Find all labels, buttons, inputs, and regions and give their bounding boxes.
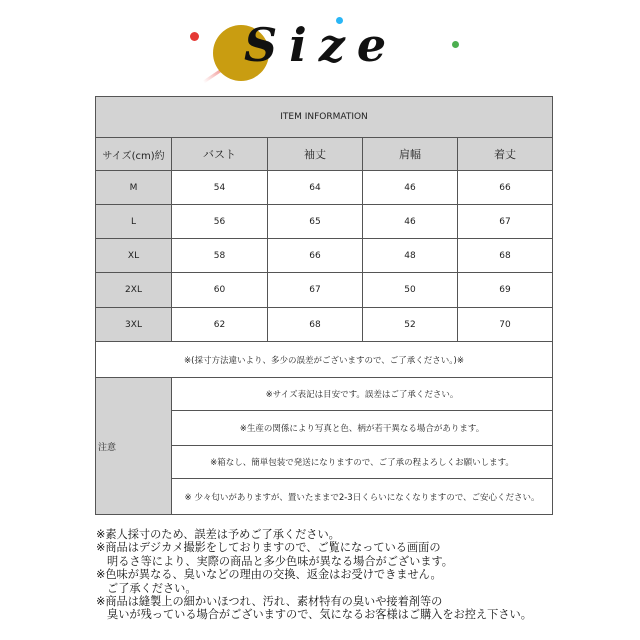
- measurement-note: ※(採寸方法違いより、多少の誤差がございますので、ご了承ください。)※: [96, 342, 553, 378]
- note-line: ※商品はデジカメ撮影をしておりますので、ご覧になっている画面の: [96, 541, 441, 555]
- cell-value: 54: [172, 171, 268, 205]
- table-row: [96, 171, 553, 205]
- size-title: Size: [244, 18, 399, 72]
- table-row: [96, 273, 553, 308]
- cell-value: 69: [458, 273, 553, 308]
- cell-value: 64: [268, 171, 363, 205]
- cell-value: 62: [172, 308, 268, 342]
- cell-value: 68: [268, 308, 363, 342]
- table-row: [96, 205, 553, 239]
- col-size: サイズ(cm)約: [96, 138, 172, 171]
- table-row: [96, 239, 553, 273]
- cell-value: 66: [458, 171, 553, 205]
- col-sleeve: 袖丈: [268, 138, 363, 171]
- item-information-header: ITEM INFORMATION: [96, 97, 553, 138]
- caution-item: ※サイズ表記は目安です。誤差はご了承ください。: [172, 378, 553, 411]
- disclaimer-notes: [96, 528, 636, 622]
- cell-value: 46: [363, 171, 458, 205]
- caution-item: ※生産の関係により写真と色、柄が若干異なる場合があります。: [172, 411, 553, 446]
- cell-value: 56: [172, 205, 268, 239]
- caution-label: 注意: [96, 378, 172, 515]
- cell-value: 58: [172, 239, 268, 273]
- cell-value: 50: [363, 273, 458, 308]
- col-length: 着丈: [458, 138, 553, 171]
- cell-value: 68: [458, 239, 553, 273]
- cell-value: 46: [363, 205, 458, 239]
- cell-value: 52: [363, 308, 458, 342]
- cell-value: 65: [268, 205, 363, 239]
- note-line: ※商品は縫製上の細かいほつれ、汚れ、素材特有の臭いや接着剤等の: [96, 595, 443, 609]
- note-line: ※素人採寸のため、誤差は予めご了承ください。: [96, 528, 340, 541]
- note-line: ご了承ください。: [107, 581, 197, 595]
- cell-value: 67: [458, 205, 553, 239]
- size-table: [95, 96, 553, 515]
- table-row: [96, 308, 553, 342]
- row-size-label: XL: [96, 239, 172, 273]
- caution-item: ※箱なし、簡単包装で発送になりますので、ご了承の程よろしくお願いします。: [172, 446, 553, 479]
- row-size-label: 3XL: [96, 308, 172, 342]
- cell-value: 60: [172, 273, 268, 308]
- cell-value: 67: [268, 273, 363, 308]
- col-shoulder: 肩幅: [363, 138, 458, 171]
- size-header: [0, 0, 640, 95]
- cell-value: 48: [363, 239, 458, 273]
- note-line: ※色味が異なる、臭いなどの理由の交換、返金はお受けできません。: [96, 568, 442, 582]
- note-line: 明るさ等により、実際の商品と多少色味が異なる場合がございます。: [107, 554, 453, 568]
- cell-value: 70: [458, 308, 553, 342]
- caution-item: ※ 少々匂いがありますが、置いたままで2-3日くらいになくなりますので、ご安心ください。: [172, 479, 553, 515]
- row-size-label: L: [96, 205, 172, 239]
- col-bust: バスト: [172, 138, 268, 171]
- table-header-row: [96, 138, 553, 171]
- red-dot-icon: [190, 32, 199, 41]
- row-size-label: M: [96, 171, 172, 205]
- note-line: 臭いが残っている場合がございますので、気になるお客様はご購入をお控え下さい。: [107, 608, 532, 622]
- row-size-label: 2XL: [96, 273, 172, 308]
- green-dot-icon: [452, 41, 459, 48]
- cell-value: 66: [268, 239, 363, 273]
